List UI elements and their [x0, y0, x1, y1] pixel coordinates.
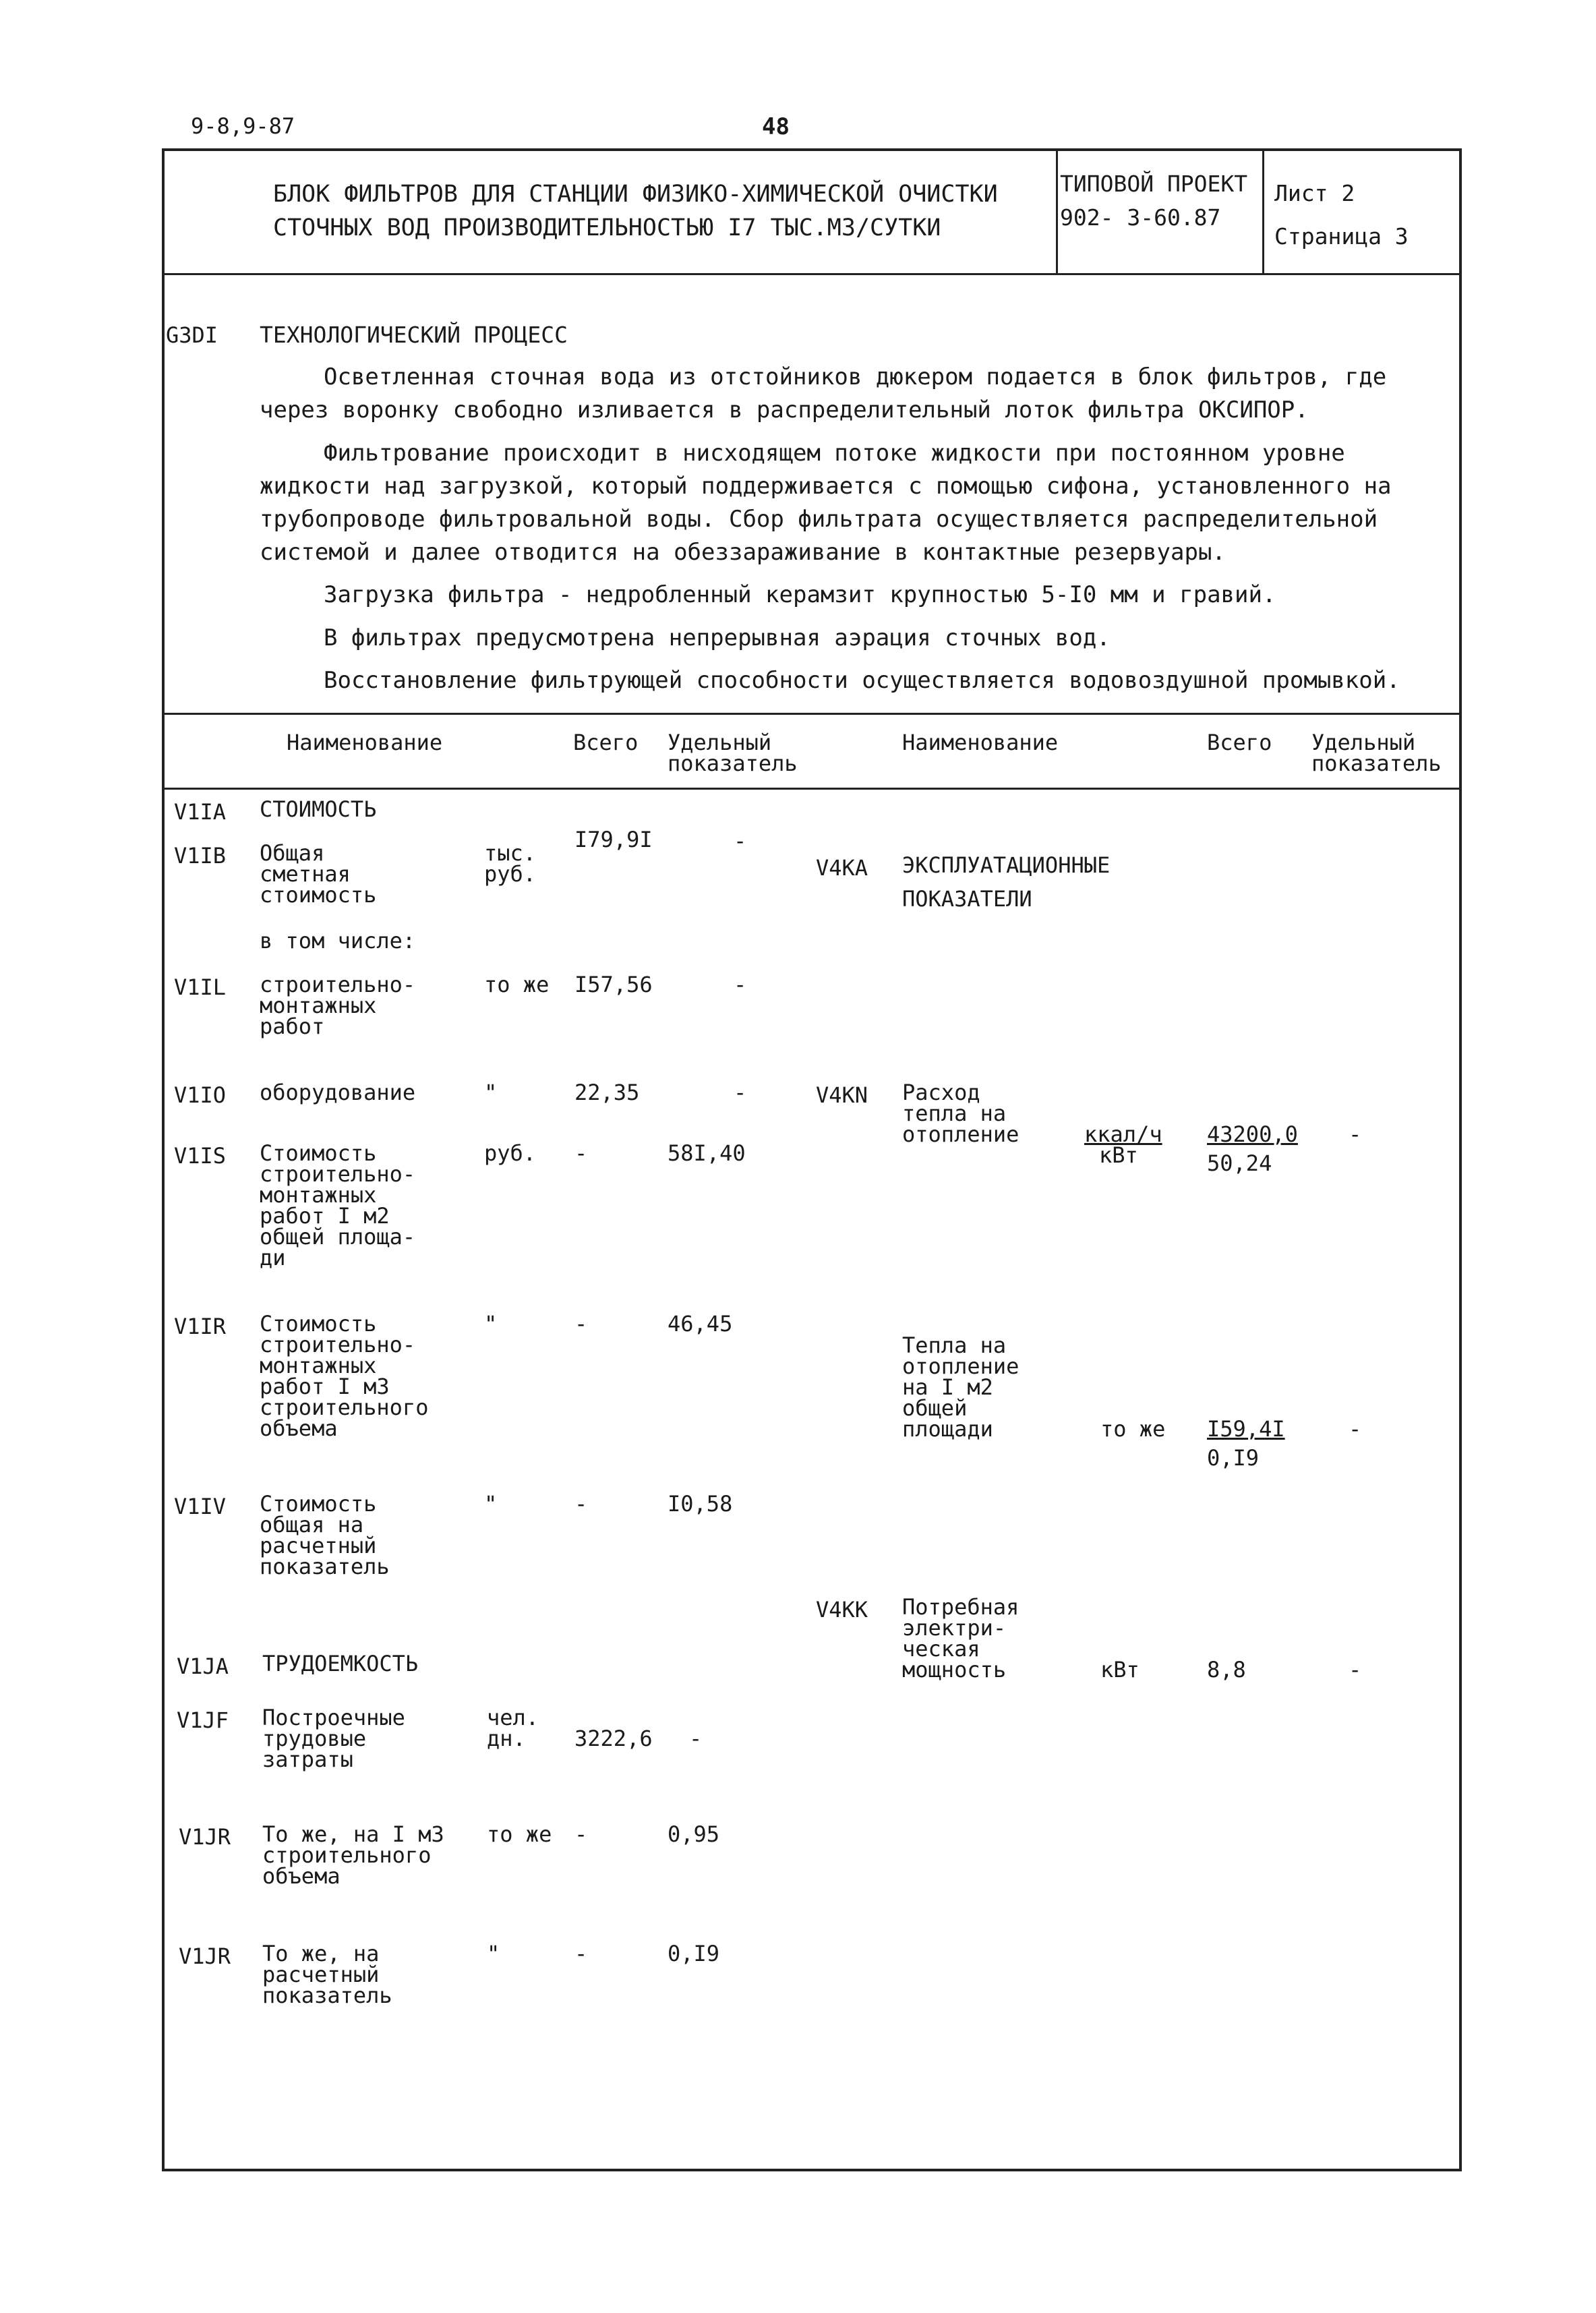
row-name-line: ди	[260, 1245, 286, 1270]
title-line-1: БЛОК ФИЛЬТРОВ ДЛЯ СТАНЦИИ ФИЗИКО-ХИМИЧЕСКОЙ ОЧИСТКИ	[273, 181, 998, 208]
row-name-line: отопление	[902, 1121, 1019, 1147]
row-name-line: Стоимость	[260, 1140, 377, 1166]
row-code: V4KA	[816, 855, 868, 881]
row-code: V1IA	[174, 799, 227, 825]
row-name-line: электри-	[902, 1615, 1007, 1641]
row-name-line: строительного	[260, 1395, 429, 1420]
row-name-line: Стоимость	[260, 1491, 377, 1517]
sheet-number: Лист 2	[1274, 180, 1355, 206]
row-name-line: общей площа-	[260, 1224, 416, 1250]
row-unit-line: дн.	[487, 1726, 526, 1751]
page-of-sheet: Страница 3	[1274, 223, 1409, 250]
row-total: -	[574, 1941, 588, 1966]
col-header-total-left: Всего	[573, 730, 639, 755]
row-name-line: Стоимость	[260, 1311, 377, 1337]
title-block-divider-2	[1262, 148, 1264, 273]
section-title-operational: ПОКАЗАТЕЛИ	[902, 886, 1032, 912]
title-line-2: СТОЧНЫХ ВОД ПРОИЗВОДИТЕЛЬНОСТЬЮ I7 ТЫС.М3/СУТКИ	[273, 214, 941, 241]
page-number: 48	[762, 113, 790, 140]
row-specific: -	[1349, 1121, 1362, 1147]
row-total: -	[574, 1491, 588, 1517]
row-name: оборудование	[260, 1080, 416, 1105]
row-code: V1IS	[174, 1143, 227, 1169]
row-name-line: То же, на I м3	[262, 1821, 444, 1847]
project-label: ТИПОВОЙ ПРОЕКТ	[1060, 171, 1248, 197]
row-code: V4KK	[816, 1597, 868, 1622]
row-name-line: работ I м3	[260, 1374, 390, 1399]
row-specific: 46,45	[668, 1311, 733, 1337]
row-specific: -	[734, 1080, 747, 1105]
row-unit: "	[484, 1311, 498, 1337]
row-name-line: строительно-	[260, 972, 416, 997]
process-heading: ТЕХНОЛОГИЧЕСКИЙ ПРОЦЕСС	[260, 322, 568, 348]
title-block-divider-1	[1056, 148, 1058, 273]
row-unit-line: тыс.	[484, 840, 537, 866]
row-specific: 58I,40	[668, 1140, 746, 1166]
row-name-line: Построечные	[262, 1705, 405, 1730]
row-unit: то же	[484, 972, 550, 997]
row-code: V1IL	[174, 974, 227, 1000]
title-block-bottom-rule	[162, 273, 1462, 275]
row-code: V4KN	[816, 1082, 868, 1108]
row-name-line: трудовые	[262, 1726, 367, 1751]
row-name-line: Потребная	[902, 1594, 1019, 1620]
row-code: V1IO	[174, 1082, 227, 1108]
row-name-line: строительного	[262, 1842, 432, 1868]
row-total: 3222,6	[574, 1726, 653, 1751]
row-code: V1JF	[177, 1707, 229, 1733]
row-specific: -	[689, 1726, 703, 1751]
row-specific: -	[1349, 1657, 1362, 1682]
row-name-line: площади	[902, 1416, 993, 1442]
row-name-line: монтажных	[260, 993, 377, 1018]
process-paragraph-3: Загрузка фильтра - недробленный керамзит крупностью 5-I0 мм и гравий.	[324, 581, 1276, 608]
row-unit-numerator: ккал/ч	[1084, 1121, 1162, 1147]
row-unit: то же	[487, 1821, 552, 1847]
row-total-numerator: I59,4I	[1207, 1416, 1285, 1442]
section-title-operational: ЭКСПЛУАТАЦИОННЫЕ	[902, 852, 1111, 878]
row-name-line: Общая	[260, 840, 325, 866]
col-header-specific-right-1: Удельный	[1311, 730, 1416, 755]
document-code: 9-8,9-87	[191, 113, 295, 139]
row-name-line: объема	[262, 1863, 341, 1889]
process-paragraph-4: В фильтрах предусмотрена непрерывная аэрация сточных вод.	[324, 624, 1111, 651]
process-paragraph-5: Восстановление фильтрующей способности осуществляется водовоздушной промывкой.	[324, 667, 1400, 694]
row-name-line: работ	[260, 1014, 325, 1039]
row-code: V1IR	[174, 1314, 227, 1339]
row-name-line: Расход	[902, 1080, 980, 1105]
col-header-total-right: Всего	[1207, 730, 1272, 755]
row-name-line: монтажных	[260, 1353, 377, 1378]
row-unit: руб.	[484, 1140, 537, 1166]
row-name-line: тепла на	[902, 1101, 1007, 1126]
row-total: 22,35	[574, 1080, 640, 1105]
row-name-line: объема	[260, 1415, 338, 1441]
row-specific: 0,I9	[668, 1941, 720, 1966]
process-paragraph-2: Фильтрование происходит в нисходящем потоке жидкости при постоянном уровне жидкости над загрузкой, который поддерживается с помощью сифона, установленного на трубопроводе фильтровальной воды. Сбор фильтрата осуществляется распределительной системой и далее отводится на обеззараживание в контактные резервуары.	[260, 440, 1392, 566]
row-name-line: работ I м2	[260, 1203, 390, 1229]
row-total: 8,8	[1207, 1657, 1246, 1682]
row-name-line: затраты	[262, 1747, 353, 1772]
row-total: -	[574, 1140, 588, 1166]
row-name-line: Тепла на	[902, 1333, 1007, 1358]
row-name-line: показатель	[260, 1554, 390, 1579]
row-name-line: на I м2	[902, 1374, 993, 1400]
row-unit-denominator: кВт	[1099, 1142, 1138, 1168]
row-specific: I0,58	[668, 1491, 733, 1517]
row-unit-line: руб.	[484, 861, 537, 887]
row-specific: -	[734, 828, 747, 854]
row-code: V1IV	[174, 1494, 227, 1519]
row-code: V1JR	[179, 1943, 231, 1969]
col-header-specific-left-2: показатель	[668, 751, 798, 776]
row-code: V1JA	[177, 1653, 229, 1679]
col-header-specific-right-2: показатель	[1311, 751, 1442, 776]
row-unit: кВт	[1100, 1657, 1140, 1682]
including-label: в том числе:	[260, 928, 416, 954]
row-name-line: монтажных	[260, 1182, 377, 1208]
row-total-denominator: 50,24	[1207, 1150, 1272, 1176]
row-unit: "	[484, 1080, 498, 1105]
row-specific: 0,95	[668, 1821, 720, 1847]
row-name-line: отопление	[902, 1353, 1019, 1379]
col-header-name-right: Наименование	[902, 730, 1059, 755]
row-unit: "	[487, 1941, 500, 1966]
process-code: G3DI	[166, 322, 218, 348]
row-unit: то же	[1100, 1416, 1166, 1442]
row-name-line: общей	[902, 1395, 968, 1421]
col-header-name-left: Наименование	[287, 730, 443, 755]
row-specific: -	[734, 972, 747, 997]
project-number: 902- 3-60.87	[1060, 204, 1221, 231]
row-name-line: стоимость	[260, 882, 377, 908]
row-total-numerator: 43200,0	[1207, 1121, 1298, 1147]
row-name-line: строительно-	[260, 1332, 416, 1357]
process-section-bottom-rule	[162, 713, 1462, 715]
row-total: I57,56	[574, 972, 653, 997]
row-specific: -	[1349, 1416, 1362, 1442]
row-name-line: То же, на	[262, 1941, 380, 1966]
section-title-labor: ТРУДОЕМКОСТЬ	[262, 1651, 419, 1676]
row-name-line: сметная	[260, 861, 351, 887]
row-name-line: строительно-	[260, 1161, 416, 1187]
row-name-line: общая на	[260, 1512, 364, 1538]
table-header-bottom-rule	[162, 788, 1462, 790]
row-total: I79,9I	[574, 827, 653, 852]
row-name-line: ческая	[902, 1636, 980, 1662]
row-unit-line: чел.	[487, 1705, 539, 1730]
row-name-line: расчетный	[262, 1962, 380, 1987]
row-name-line: мощность	[902, 1657, 1007, 1682]
row-name-line: расчетный	[260, 1533, 377, 1558]
row-name-line: показатель	[262, 1983, 392, 2008]
col-header-specific-left-1: Удельный	[668, 730, 772, 755]
section-title-cost: СТОИМОСТЬ	[260, 796, 377, 822]
row-unit: "	[484, 1491, 498, 1517]
row-code: V1IB	[174, 843, 227, 869]
row-total-denominator: 0,I9	[1207, 1445, 1260, 1471]
row-total: -	[574, 1311, 588, 1337]
process-paragraph-1: Осветленная сточная вода из отстойников дюкером подается в блок фильтров, где через воронку свободно изливается в распределительный лоток фильтра ОКСИПОР.	[260, 363, 1387, 423]
row-code: V1JR	[179, 1824, 231, 1850]
row-total: -	[574, 1821, 588, 1847]
